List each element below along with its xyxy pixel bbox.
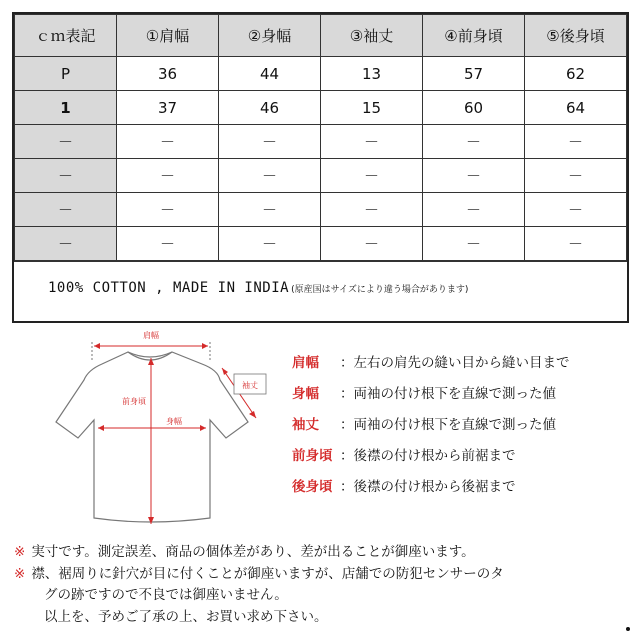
value-cell: － xyxy=(219,227,321,261)
value-cell: － xyxy=(117,227,219,261)
header-cm: ｃｍ表記 xyxy=(15,15,117,57)
table-row xyxy=(15,57,627,91)
note-line xyxy=(14,564,634,586)
value-cell: 15 xyxy=(321,91,423,125)
note-text: グの跡ですので不良では御座いません。 xyxy=(44,587,288,603)
tshirt-outline-icon xyxy=(56,352,248,522)
legend-term: 袖丈 xyxy=(292,416,319,433)
value-cell: － xyxy=(423,125,525,159)
notes xyxy=(14,542,634,628)
value-cell: － xyxy=(321,227,423,261)
legend-term-text: 肩幅 xyxy=(292,355,319,372)
sleeve-label: 袖丈 xyxy=(242,381,258,390)
value-cell: － xyxy=(117,193,219,227)
size-cell: 1 xyxy=(15,91,117,125)
material-note: (原産国はサイズにより違う場合があります) xyxy=(291,284,469,295)
value-cell: 57 xyxy=(423,57,525,91)
value-cell: － xyxy=(423,193,525,227)
value-cell: － xyxy=(321,159,423,193)
size-cell: － xyxy=(15,227,117,261)
value-cell: － xyxy=(219,193,321,227)
material-text: 100% COTTON , MADE IN INDIA xyxy=(48,280,290,296)
material-row xyxy=(14,261,627,314)
value-cell: － xyxy=(117,125,219,159)
table-row xyxy=(15,125,627,159)
size-table xyxy=(12,12,629,323)
value-cell: 36 xyxy=(117,57,219,91)
table-row xyxy=(15,91,627,125)
value-cell: 60 xyxy=(423,91,525,125)
note-text: 以上を、予めご了承の上、お買い求め下さい。 xyxy=(44,608,328,625)
table-row xyxy=(15,159,627,193)
note-mark: ※ xyxy=(14,544,26,560)
value-cell: － xyxy=(321,125,423,159)
chest-label: 身幅 xyxy=(166,417,182,426)
header-row xyxy=(15,15,627,57)
size-cell: － xyxy=(15,193,117,227)
value-cell: 62 xyxy=(525,57,627,91)
legend-item xyxy=(292,346,637,377)
legend-desc: ：両袖の付け根下を直線で測った値 xyxy=(340,386,556,403)
shoulder-label: 肩幅 xyxy=(143,331,159,340)
legend-desc: ：両袖の付け根下を直線で測った値 xyxy=(340,416,556,433)
value-cell: 44 xyxy=(219,57,321,91)
header-back-length: ⑤後身頃 xyxy=(525,15,627,57)
size-chart xyxy=(14,14,627,261)
legend-item xyxy=(292,377,637,408)
value-cell: － xyxy=(525,159,627,193)
legend-item xyxy=(292,438,637,469)
value-cell: 64 xyxy=(525,91,627,125)
tshirt-diagram xyxy=(50,328,280,536)
value-cell: － xyxy=(321,193,423,227)
value-cell: － xyxy=(525,125,627,159)
measurement-legend xyxy=(292,346,637,500)
table-row xyxy=(15,227,627,261)
legend-desc: ：後襟の付け根から後裾まで xyxy=(340,478,516,495)
value-cell: － xyxy=(423,227,525,261)
value-cell: 13 xyxy=(321,57,423,91)
header-shoulder: ①肩幅 xyxy=(117,15,219,57)
legend-term: 身幅 xyxy=(292,386,319,403)
value-cell: 46 xyxy=(219,91,321,125)
value-cell: － xyxy=(423,159,525,193)
legend-term xyxy=(292,351,340,371)
size-cell: － xyxy=(15,125,117,159)
value-cell: － xyxy=(117,159,219,193)
value-cell: － xyxy=(525,193,627,227)
note-mark: ※ xyxy=(14,565,26,582)
header-sleeve: ③袖丈 xyxy=(321,15,423,57)
legend-term: 後身頃 xyxy=(292,478,333,495)
front-length-label: 前身頃 xyxy=(122,397,146,406)
corner-dot xyxy=(626,627,630,631)
size-cell: P xyxy=(15,57,117,91)
value-cell: － xyxy=(525,227,627,261)
header-chest: ②身幅 xyxy=(219,15,321,57)
note-line xyxy=(14,607,634,629)
legend-term: 前身頃 xyxy=(292,447,333,464)
legend-item xyxy=(292,408,637,439)
note-line xyxy=(14,585,634,607)
table-row xyxy=(15,193,627,227)
legend-item xyxy=(292,469,637,500)
note-text: 襟、裾周りに針穴が目に付くことが御座いますが、店舗での防犯センサーのタ xyxy=(31,565,504,582)
legend-desc: ：後襟の付け根から前裾まで xyxy=(340,447,516,464)
legend-desc: ：左右の肩先の縫い目から縫い目まで xyxy=(340,355,570,372)
note-line xyxy=(14,542,634,564)
value-cell: － xyxy=(219,125,321,159)
size-cell: － xyxy=(15,159,117,193)
value-cell: 37 xyxy=(117,91,219,125)
note-text: 実寸です。測定誤差、商品の個体差があり、差が出ることが御座います。 xyxy=(31,544,475,560)
header-front-length: ④前身頃 xyxy=(423,15,525,57)
value-cell: － xyxy=(219,159,321,193)
